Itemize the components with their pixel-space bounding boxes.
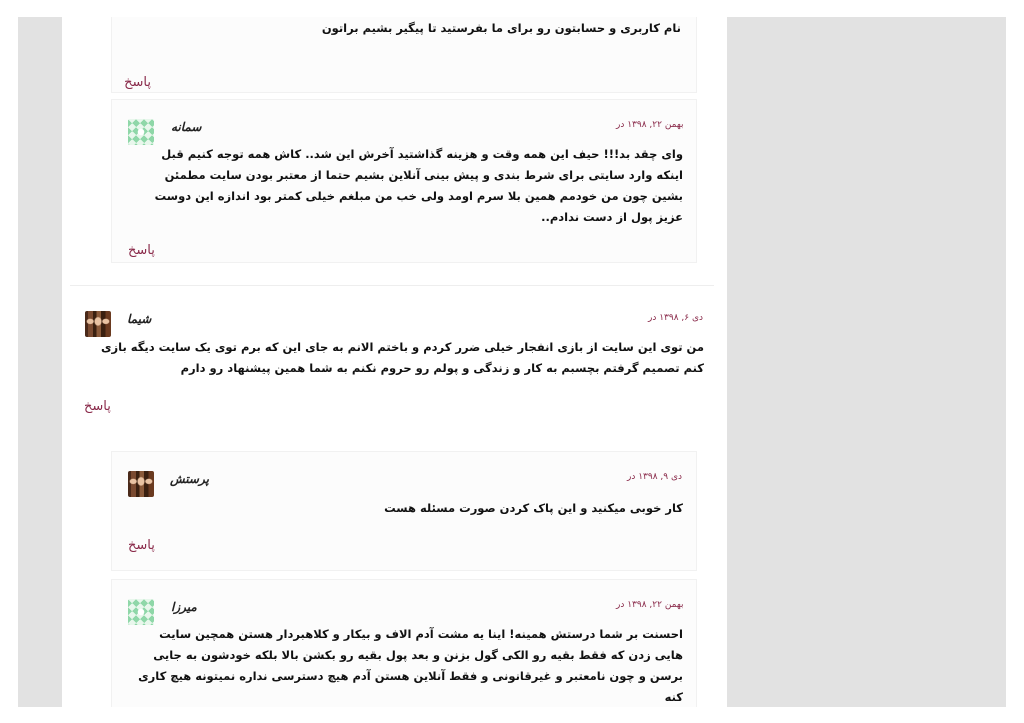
comment-text: احسنت بر شما درستش همینه! اینا یه مشت آدم الاف و بیکار و کلاهبردار هستن همچین سایت هایی زدن که فقط بقیه رو الکی گول بزنن و بعد پول بقیه رو بکشن بالا بلکه خودشون به جایی برسن و چون نامعتبر و غیرقانونی و فقط آنلاین هستن آدم هیچ دسترسی نداره نمیتونه هیچ کاری کنه bbox=[138, 627, 683, 704]
comment-reply bbox=[111, 99, 697, 263]
comment-date: بهمن ۲۲, ۱۳۹۸ در bbox=[616, 120, 684, 130]
reply-link[interactable]: پاسخ bbox=[128, 243, 155, 258]
avatar bbox=[128, 471, 154, 497]
comment-author: سمانه bbox=[171, 120, 202, 134]
comment-text: من توی این سایت از بازی انفجار خیلی ضرر کردم و باختم الانم به جای این که برم توی یک سایت دیگه بازی کنم تصمیم گرفتم بچسبم به کار و زندگی و پولم رو حروم نکنم به شما همین پیشنهاد رو دارم bbox=[100, 340, 704, 375]
comment-author: پرستش bbox=[170, 472, 209, 486]
comment-date: بهمن ۲۲, ۱۳۹۸ در bbox=[616, 600, 684, 610]
page-background bbox=[18, 17, 1006, 707]
divider bbox=[70, 285, 714, 286]
avatar bbox=[128, 119, 154, 145]
reply-link[interactable]: پاسخ bbox=[128, 538, 155, 553]
comment bbox=[70, 293, 714, 433]
comment-reply bbox=[111, 17, 697, 93]
comment-text: وای چقد بد!!! حیف این همه وقت و هزینه گذاشتید آخرش این شد.. کاش همه توجه کنیم قبل اینکه وارد سایتی برای شرط بندی و پیش بینی آنلاین بشیم حتما از معتبر بودن سایت مطمئن بشین چون من خودمم همین بلا سرم اومد ولی خب من مبلغم خیلی کمتر بود اندازه این دوست عزیز پول از دست ندادم.. bbox=[154, 147, 683, 224]
reply-link[interactable]: پاسخ bbox=[124, 75, 151, 90]
comment-date: دی ۶, ۱۳۹۸ در bbox=[648, 313, 704, 323]
comments-section bbox=[62, 17, 727, 707]
comment-author: میرزا bbox=[171, 600, 197, 614]
comment-text: نام کاربری و حسابتون رو برای ما بفرستید تا پیگیر بشیم براتون bbox=[321, 21, 681, 35]
comment-text: کار خوبی میکنید و این پاک کردن صورت مسئله هست bbox=[384, 501, 683, 515]
comment-reply bbox=[111, 451, 697, 571]
comment-date: دی ۹, ۱۳۹۸ در bbox=[627, 472, 683, 482]
avatar bbox=[128, 599, 154, 625]
comment-reply bbox=[111, 579, 697, 707]
reply-link[interactable]: پاسخ bbox=[84, 399, 111, 414]
comment-author: شیما bbox=[127, 312, 152, 326]
avatar bbox=[85, 311, 111, 337]
